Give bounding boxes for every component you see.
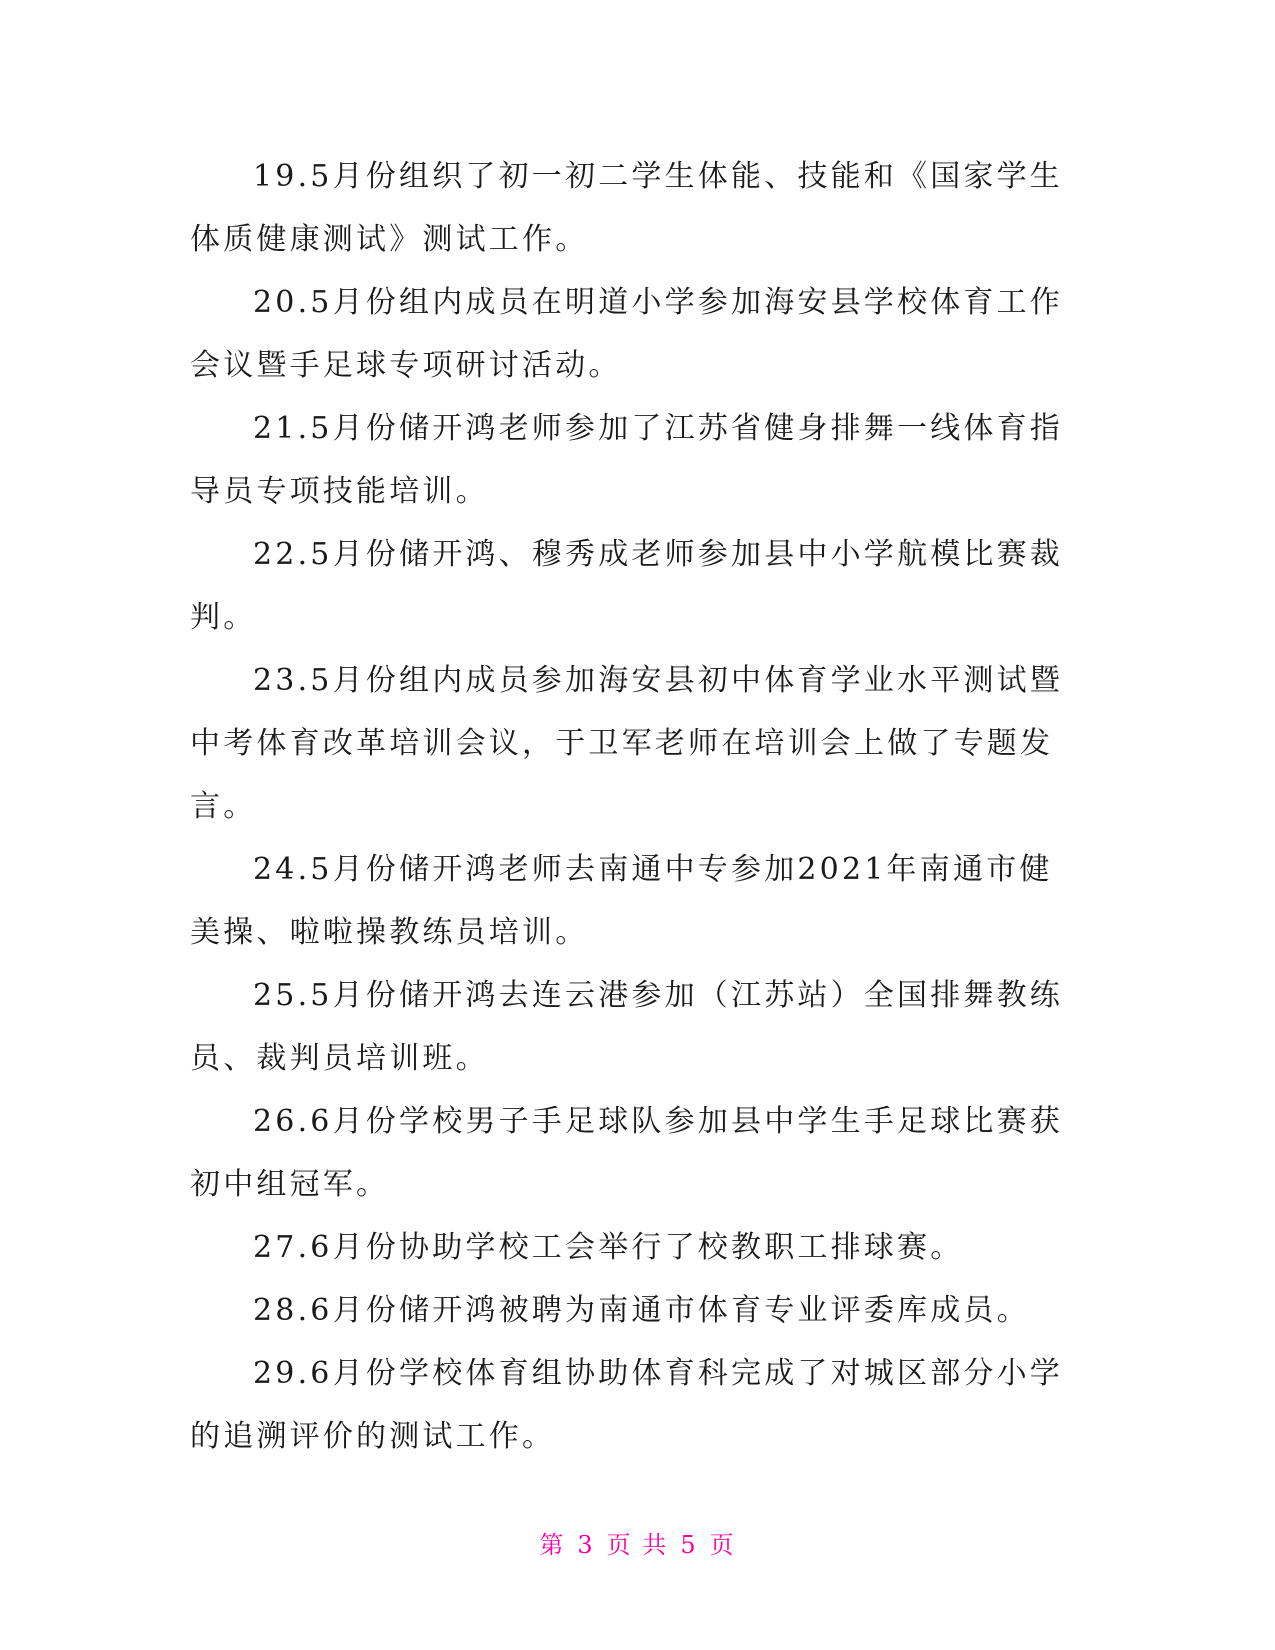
paragraph-26: 26.6月份学校男子手足球队参加县中学生手足球比赛获初中组冠军。 <box>190 1104 1063 1202</box>
paragraph-29: 29.6月份学校体育组协助体育科完成了对城区部分小学的追溯评价的测试工作。 <box>190 1356 1063 1454</box>
footer-current-page: 3 <box>577 1531 595 1559</box>
paragraph-27: 27.6月份协助学校工会举行了校教职工排球赛。 <box>253 1230 964 1265</box>
paragraph-24: 24.5月份储开鸿老师去南通中专参加2021年南通市健美操、啦啦操教练员培训。 <box>190 852 1053 950</box>
paragraph-21: 21.5月份储开鸿老师参加了江苏省健身排舞一线体育指导员专项技能培训。 <box>190 411 1063 509</box>
paragraph-19: 19.5月份组织了初一初二学生体能、技能和《国家学生体质健康测试》测试工作。 <box>190 159 1063 257</box>
footer-total-pages: 5 <box>680 1531 698 1559</box>
paragraph-25: 25.5月份储开鸿去连云港参加（江苏站）全国排舞教练员、裁判员培训班。 <box>190 978 1063 1076</box>
paragraph-22: 22.5月份储开鸿、穆秀成老师参加县中小学航模比赛裁判。 <box>190 537 1063 635</box>
paragraph-23: 23.5月份组内成员参加海安县初中体育学业水平测试暨中考体育改革培训会议，于卫军老师在培训会上做了专题发言。 <box>190 663 1063 824</box>
footer-label-page: 第 <box>539 1531 566 1559</box>
footer-label-end: 页 <box>709 1531 736 1559</box>
paragraph-20: 20.5月份组内成员在明道小学参加海安县学校体育工作会议暨手足球专项研讨活动。 <box>190 285 1063 383</box>
document-body <box>190 145 1080 1468</box>
page-footer <box>0 1530 1275 1560</box>
footer-label-of: 页 共 <box>606 1531 669 1559</box>
paragraph-28: 28.6月份储开鸿被聘为南通市体育专业评委库成员。 <box>253 1293 1030 1328</box>
